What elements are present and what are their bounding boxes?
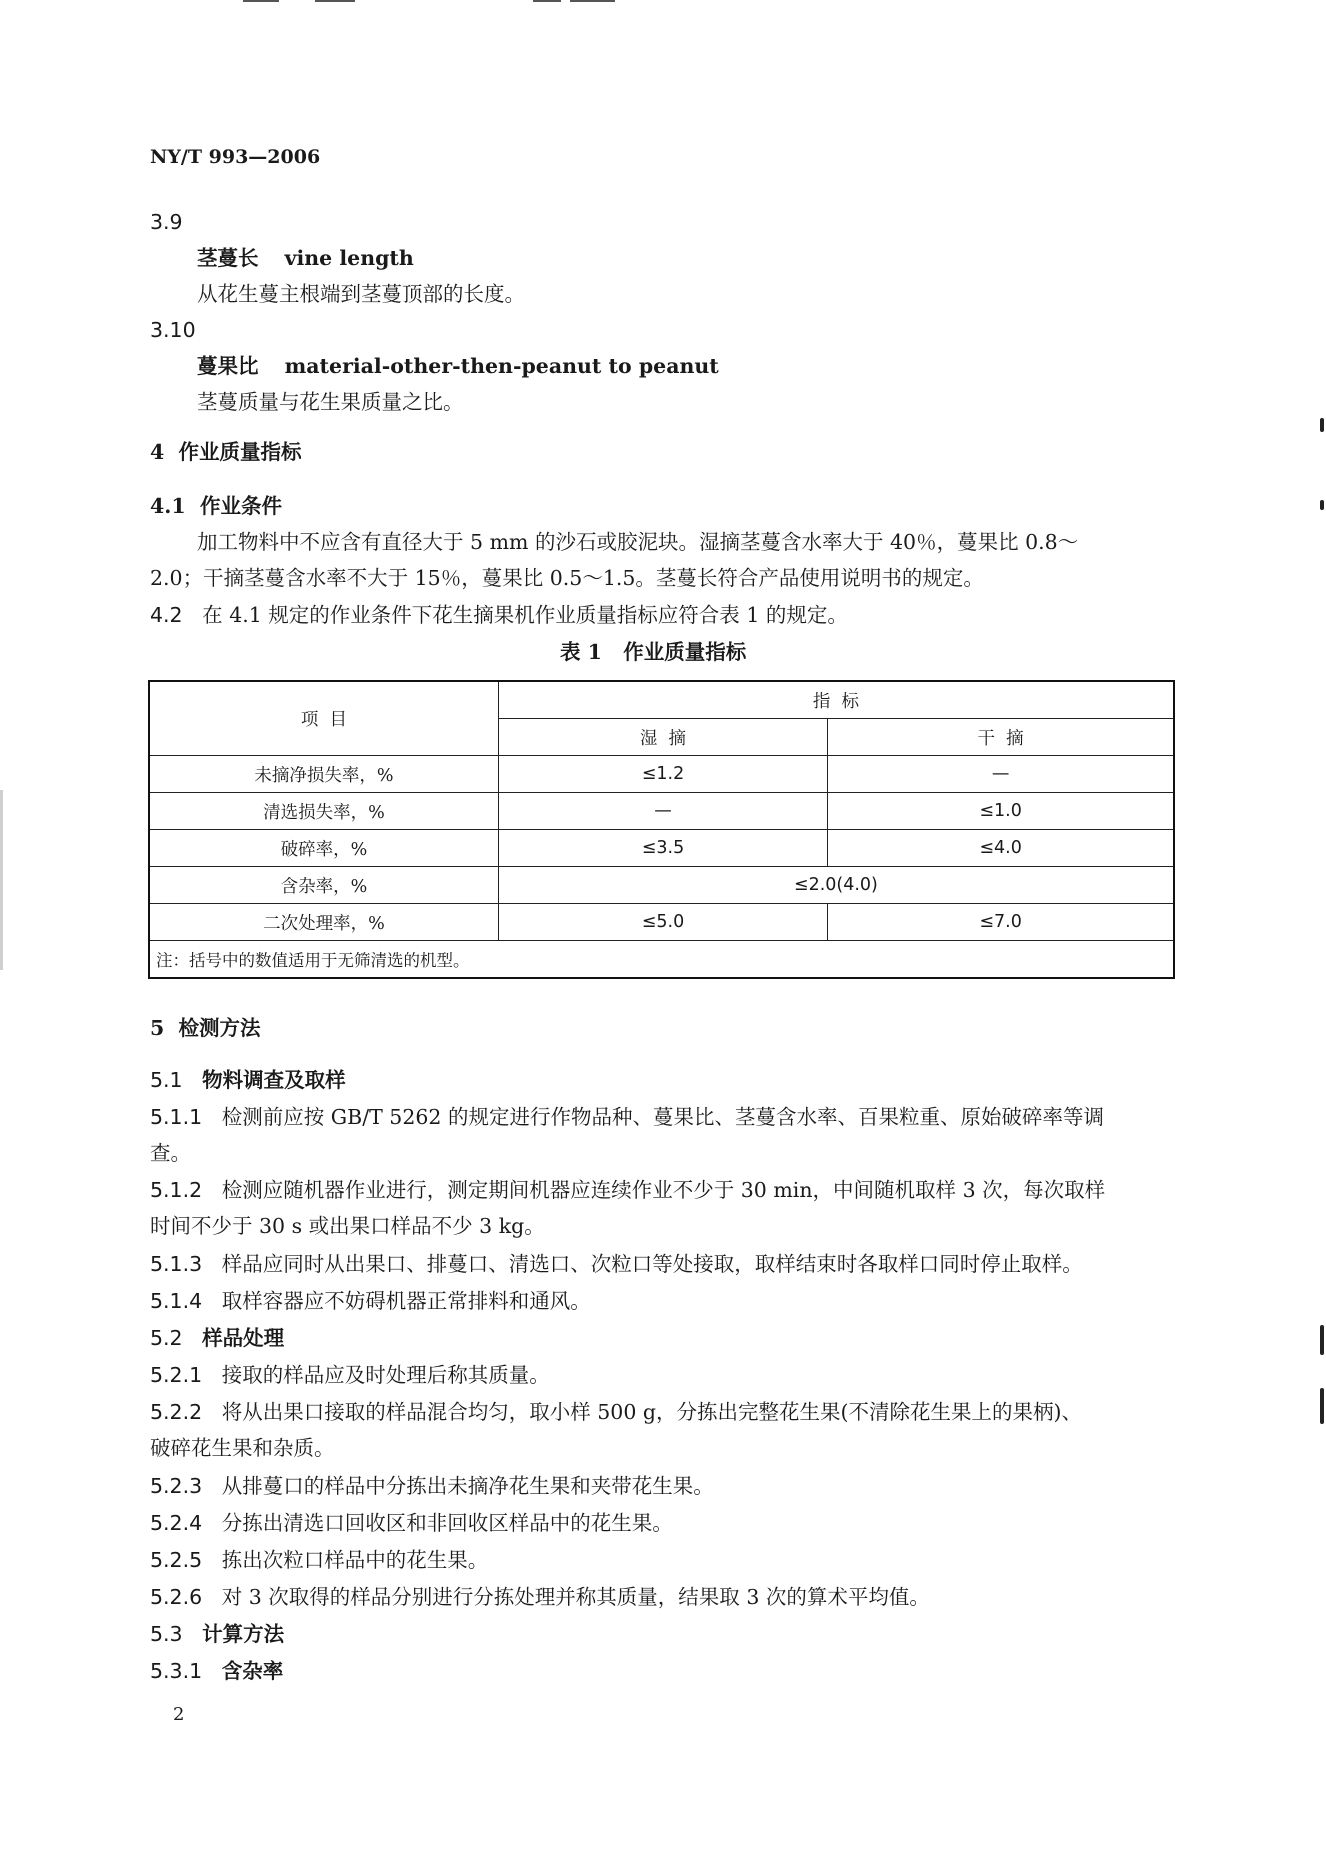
clause-number: 5.2 bbox=[150, 1326, 183, 1350]
clause-5-2-5 bbox=[150, 1550, 488, 1571]
subsection-heading bbox=[150, 1070, 346, 1091]
clause-title: 含杂率 bbox=[221, 1659, 284, 1683]
section-heading: 5 检测方法 bbox=[150, 1016, 261, 1040]
scan-mark bbox=[243, 0, 279, 2]
clause-text: 对 3 次取得的样品分别进行分拣处理并称其质量，结果取 3 次的算术平均值。 bbox=[221, 1585, 930, 1609]
row-dry-value: ≤7.0 bbox=[828, 904, 1174, 941]
clause-number: 5.2.5 bbox=[150, 1548, 203, 1572]
paragraph-line: 破碎花生果和杂质。 bbox=[150, 1436, 335, 1460]
row-wet-value: — bbox=[498, 793, 827, 830]
clause-5-2-2 bbox=[150, 1402, 1082, 1423]
clause-5-1-3 bbox=[150, 1254, 1083, 1275]
table-row bbox=[149, 867, 1174, 904]
clause-5-2-3 bbox=[150, 1476, 714, 1497]
term-definition: 茎蔓质量与花生果质量之比。 bbox=[197, 390, 464, 414]
table-caption: 表 1 作业质量指标 bbox=[560, 640, 747, 664]
table-row bbox=[149, 756, 1174, 793]
scan-mark bbox=[533, 0, 561, 2]
clause-text: 从排蔓口的样品中分拣出未摘净花生果和夹带花生果。 bbox=[221, 1474, 714, 1498]
scan-mark bbox=[1320, 500, 1324, 510]
row-dry-value: ≤4.0 bbox=[828, 830, 1174, 867]
clause-number: 3.9 bbox=[150, 210, 183, 234]
table-note: 注：括号中的数值适用于无筛清选的机型。 bbox=[149, 941, 1174, 979]
scan-mark bbox=[315, 0, 355, 2]
clause-text: 分拣出清选口回收区和非回收区样品中的花生果。 bbox=[221, 1511, 673, 1535]
term-english: material-other-then-peanut to peanut bbox=[284, 354, 719, 378]
row-dry-value: — bbox=[828, 756, 1174, 793]
clause-text: 拣出次粒口样品中的花生果。 bbox=[221, 1548, 489, 1572]
header-item bbox=[149, 681, 498, 756]
clause-5-1-2 bbox=[150, 1180, 1105, 1201]
subsection-heading bbox=[150, 1328, 284, 1349]
clause-5-1-1 bbox=[150, 1107, 1104, 1128]
header-dry bbox=[828, 719, 1174, 756]
standard-number: NY/T 993—2006 bbox=[150, 146, 321, 168]
clause-number: 5.1.4 bbox=[150, 1289, 203, 1313]
paragraph-line: 2.0；干摘茎蔓含水率不大于 15％，蔓果比 0.5～1.5。茎蔓长符合产品使用说明书的规定。 bbox=[150, 566, 984, 590]
clause-4-2 bbox=[150, 605, 848, 626]
clause-number: 5.2.3 bbox=[150, 1474, 203, 1498]
row-merged-value: ≤2.0(4.0) bbox=[498, 867, 1174, 904]
clause-5-2-6 bbox=[150, 1587, 930, 1608]
page-number: 2 bbox=[173, 1704, 185, 1725]
row-wet-value: ≤1.2 bbox=[498, 756, 827, 793]
clause-number: 5.1.3 bbox=[150, 1252, 203, 1276]
clause-number: 5.2.6 bbox=[150, 1585, 203, 1609]
subsection-heading: 4.1 作业条件 bbox=[150, 494, 282, 518]
table-row bbox=[149, 793, 1174, 830]
table-row bbox=[149, 904, 1174, 941]
clause-text: 在 4.1 规定的作业条件下花生摘果机作业质量指标应符合表 1 的规定。 bbox=[202, 603, 848, 627]
row-item: 破碎率，% bbox=[149, 830, 498, 867]
clause-number: 3.10 bbox=[150, 318, 196, 342]
clause-number: 5.1 bbox=[150, 1068, 183, 1092]
term-name: 茎蔓长 bbox=[197, 246, 259, 270]
clause-number: 5.1.2 bbox=[150, 1178, 203, 1202]
clause-number: 4.2 bbox=[150, 603, 183, 627]
scan-mark bbox=[1320, 418, 1324, 432]
clause-number: 5.3.1 bbox=[150, 1659, 203, 1683]
paragraph-line: 加工物料中不应含有直径大于 5 mm 的沙石或胶泥块。湿摘茎蔓含水率大于 40％，蔓果比 0.8～ bbox=[197, 530, 1079, 554]
subsection-heading bbox=[150, 1661, 283, 1682]
row-item: 清选损失率，% bbox=[149, 793, 498, 830]
clause-title: 计算方法 bbox=[202, 1622, 285, 1646]
header-wet bbox=[498, 719, 827, 756]
row-wet-value: ≤5.0 bbox=[498, 904, 827, 941]
clause-number: 5.2.4 bbox=[150, 1511, 203, 1535]
clause-text: 检测前应按 GB/T 5262 的规定进行作物品种、蔓果比、茎蔓含水率、百果粒重、原始破碎率等调 bbox=[221, 1105, 1104, 1129]
term-definition: 从花生蔓主根端到茎蔓顶部的长度。 bbox=[197, 282, 525, 306]
clause-text: 接取的样品应及时处理后称其质量。 bbox=[221, 1363, 550, 1387]
quality-index-table bbox=[148, 680, 1175, 979]
clause-text: 样品应同时从出果口、排蔓口、清选口、次粒口等处接取，取样结束时各取样口同时停止取样。 bbox=[221, 1252, 1083, 1276]
term-heading bbox=[197, 356, 719, 377]
table-header-row bbox=[149, 681, 1174, 719]
header-wet-label: 湿 摘 bbox=[639, 728, 687, 749]
clause-text: 检测应随机器作业进行，测定期间机器应连续作业不少于 30 min，中间随机取样 3 次，每次取样 bbox=[221, 1178, 1106, 1202]
header-index bbox=[498, 681, 1174, 719]
clause-5-2-1 bbox=[150, 1365, 550, 1386]
clause-5-1-4 bbox=[150, 1291, 591, 1312]
clause-5-2-4 bbox=[150, 1513, 673, 1534]
scan-mark bbox=[570, 0, 615, 2]
row-item: 未摘净损失率，% bbox=[149, 756, 498, 793]
row-item: 含杂率，% bbox=[149, 867, 498, 904]
term-name: 蔓果比 bbox=[197, 354, 259, 378]
clause-title: 物料调查及取样 bbox=[202, 1068, 346, 1092]
scan-mark bbox=[0, 790, 3, 970]
header-dry-label: 干 摘 bbox=[977, 728, 1024, 749]
clause-number: 5.2.1 bbox=[150, 1363, 203, 1387]
row-wet-value: ≤3.5 bbox=[498, 830, 827, 867]
table-note-row bbox=[149, 941, 1174, 979]
section-heading: 4 作业质量指标 bbox=[150, 440, 302, 464]
paragraph-line: 查。 bbox=[150, 1141, 191, 1165]
row-dry-value: ≤1.0 bbox=[828, 793, 1174, 830]
clause-number: 5.2.2 bbox=[150, 1400, 203, 1424]
header-item-label: 项 目 bbox=[300, 710, 347, 730]
clause-number: 5.3 bbox=[150, 1622, 183, 1646]
clause-text: 取样容器应不妨碍机器正常排料和通风。 bbox=[221, 1289, 591, 1313]
clause-text: 将从出果口接取的样品混合均匀，取小样 500 g，分拣出完整花生果(不清除花生果上的果柄)、 bbox=[221, 1400, 1083, 1424]
clause-title: 样品处理 bbox=[202, 1326, 285, 1350]
row-item: 二次处理率，% bbox=[149, 904, 498, 941]
scan-mark bbox=[1320, 1325, 1324, 1355]
scan-mark bbox=[1320, 1388, 1324, 1424]
term-heading bbox=[197, 248, 414, 269]
paragraph-line: 时间不少于 30 s 或出果口样品不少 3 kg。 bbox=[150, 1214, 545, 1238]
subsection-heading bbox=[150, 1624, 284, 1645]
table-row bbox=[149, 830, 1174, 867]
header-index-label: 指 标 bbox=[812, 691, 859, 712]
clause-number: 5.1.1 bbox=[150, 1105, 203, 1129]
term-english: vine length bbox=[284, 246, 414, 270]
